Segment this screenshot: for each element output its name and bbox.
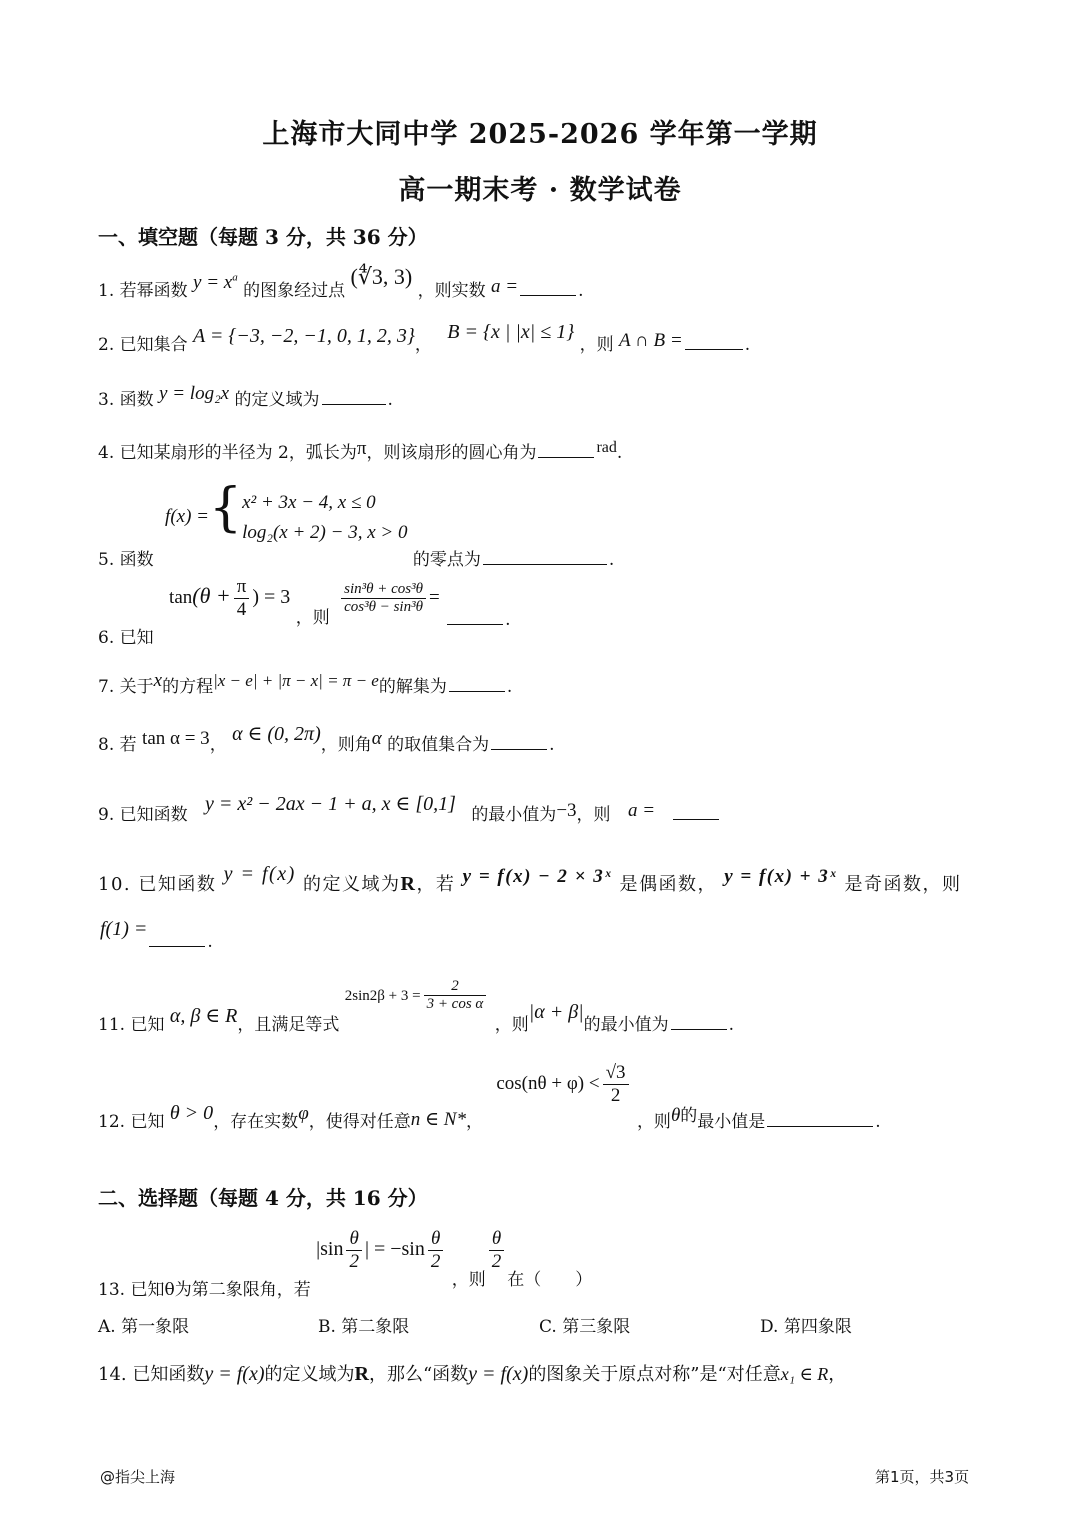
exam-subtitle: 高一期末考 · 数学试卷 [398, 175, 682, 206]
section-fill-in-heading: 一、填空题（每题 3 分，共 36 分） [98, 225, 428, 249]
question-14: 14. 已知函数y = f(x)的定义域为R，那么“函数y = f(x)的图象关于原点对称”是“对任意x₁ ∈ R， [98, 1363, 847, 1385]
choice-d: D. 第四象限 [760, 1317, 852, 1337]
answer-blank [685, 348, 743, 350]
answer-blank [520, 294, 576, 296]
question-4: 4. 已知某扇形的半径为 2，弧长为π，则该扇形的圆心角为 rad. [98, 438, 623, 463]
question-13: 13. 已知θ为第二象限角，若 |sin $\frac{\theta}{2}$ | = −sin $\frac{\theta}{2}$ ，则 $\frac{\theta}{2}$ 在（ ） [98, 1228, 593, 1301]
question-6: 6. 已知 tan(θ + $\frac{\pi}{4}$ ) = 3 ，则 $\frac{\text{sin³θ + cos³θ}}{\text{cos³θ − sin³θ}}$ = . [98, 576, 511, 648]
question-8: 8. 若 tan α = 3， α ∈ (0, 2π)，则角α 的取值集合为 . [98, 723, 555, 755]
question-2: 2. 已知集合 A = {−3, −2, −1, 0, 1, 2, 3}， B = {x | |x| ≤ 1} ，则 A ∩ B = . [98, 321, 751, 355]
answer-blank [538, 456, 594, 458]
footer-page-number: 第1页，共3页 [875, 1468, 970, 1486]
answer-blank [447, 623, 503, 625]
choice-a: A. 第一象限 [98, 1317, 190, 1337]
answer-blank [449, 690, 505, 692]
question-9: 9. 已知函数 y = x² − 2ax − 1 + a, x ∈ [0,1] 的最小值为−3，则 a = [98, 800, 721, 826]
question-7: 7. 关于x的方程|x − e| + |π − x| = π − e的解集为 . [98, 670, 513, 697]
question-10: 10. 已知函数 y = f(x) 的定义域为R，若 y = f(x) − 2 × 3ˣ 是偶函数， y = f(x) + 3ˣ 是奇函数，则 [98, 863, 962, 895]
exam-title: 上海市大同中学 2025-2026 学年第一学期 [262, 119, 818, 150]
question-1: 1. 若幂函数 $y = x^a$ 的图象经过点 (∜3, 3) ，则实数 a = . [98, 264, 584, 301]
footer-source: @指尖上海 [100, 1468, 176, 1486]
section-choice-heading: 二、选择题（每题 4 分，共 16 分） [98, 1186, 428, 1210]
question-10-continued: f(1) =. [100, 918, 213, 952]
choice-c: C. 第三象限 [539, 1317, 631, 1337]
choice-b: B. 第二象限 [318, 1317, 410, 1337]
answer-blank [767, 1125, 873, 1127]
question-12: 12. 已知 θ > 0，存在实数φ，使得对任意n ∈ N*， cos(nθ + φ) < $\frac{√3}{2}$ ，则θ的最小值是 . [98, 1062, 881, 1132]
answer-blank [671, 1028, 727, 1030]
question-3: 3. 函数 y = log₂x 的定义域为 . [98, 383, 393, 410]
answer-blank [491, 748, 547, 750]
question-11: 11. 已知 α, β ∈ R，且满足等式 2sin2β + 3 = $\frac{2}{\text{3 + cos α}}$ ，则|α + β|的最小值为 . [98, 978, 735, 1035]
answer-blank [322, 403, 386, 405]
answer-blank [483, 563, 607, 565]
question-5: 5. 函数 f(x) ={ x² + 3x − 4, x ≤ 0 log₂(x + 2) − 3, x > 0 的零点为 . [98, 478, 615, 570]
answer-blank [673, 818, 719, 820]
answer-blank [149, 945, 205, 947]
